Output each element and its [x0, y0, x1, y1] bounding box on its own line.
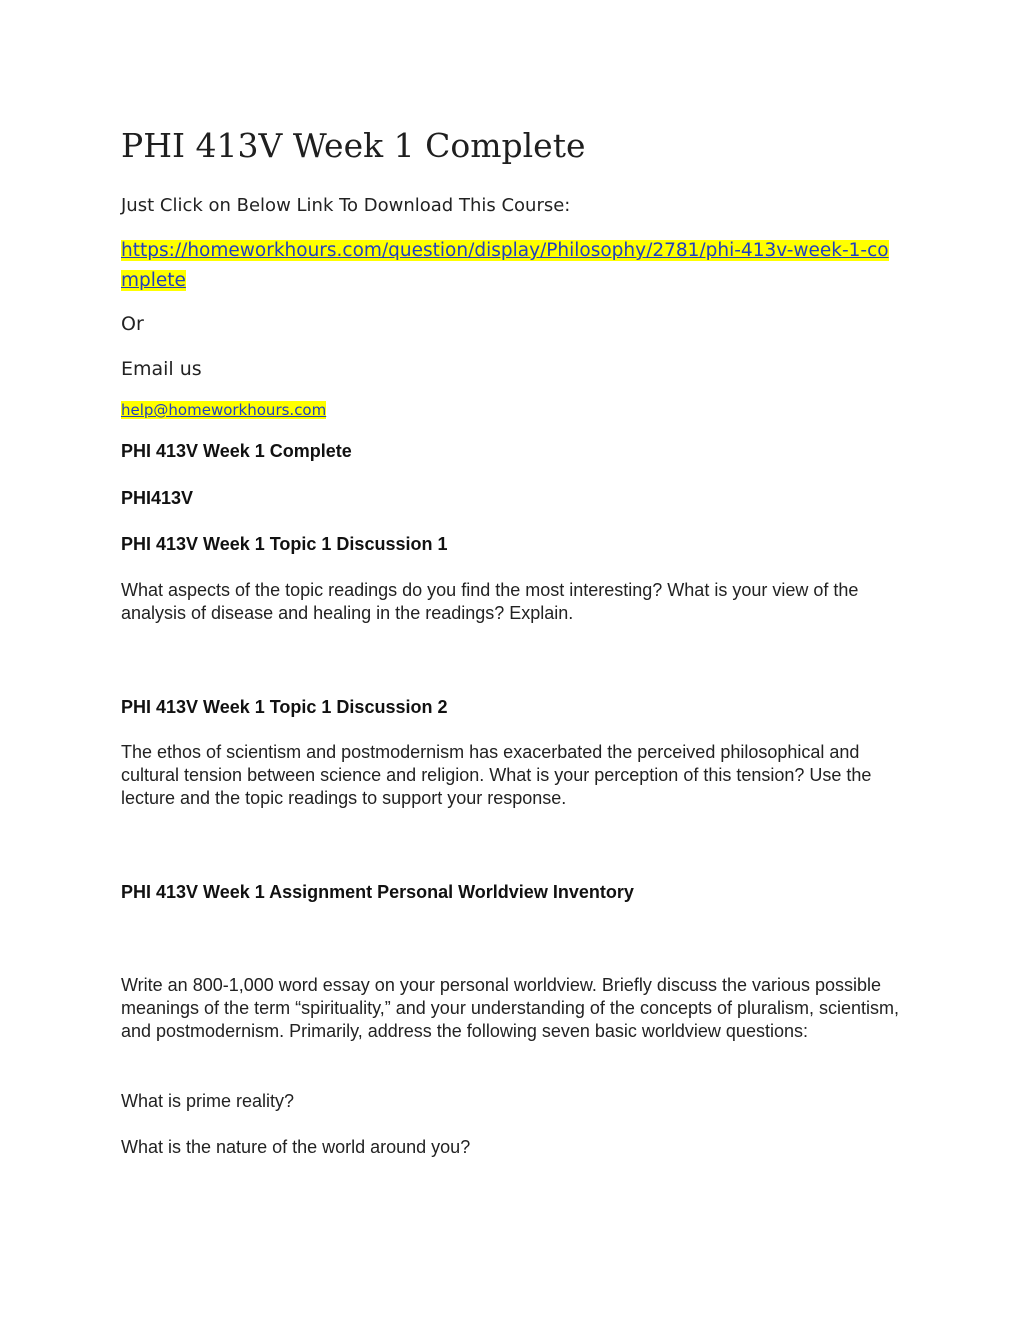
- email-paragraph: [121, 398, 326, 422]
- discussion2-text: The ethos of scientism and postmodernism has exacerbated the perceived philosophical and cultural tension between science and religion. What is your perception of this tension? Use the lecture and the topic readings to support your response.: [121, 742, 872, 808]
- download-instruction: Just Click on Below Link To Download This Course:: [121, 195, 571, 216]
- question-prime-reality: What is prime reality?: [121, 1091, 295, 1111]
- course-code: PHI413V: [121, 488, 194, 508]
- assignment-heading: PHI 413V Week 1 Assignment Personal Worldview Inventory: [121, 882, 634, 902]
- question-nature-of-world: What is the nature of the world around you?: [121, 1137, 471, 1157]
- document-title: PHI 413V Week 1 Complete: [121, 126, 586, 165]
- download-link-paragraph: [121, 236, 901, 296]
- assignment-text: Write an 800-1,000 word essay on your personal worldview. Briefly discuss the various possible meanings of the term “spirituality,” and your understanding of the concepts of pluralism, scientism, and postmodernism. Primarily, address the following seven basic worldview questions:: [121, 975, 900, 1041]
- discussion2-heading: PHI 413V Week 1 Topic 1 Discussion 2: [121, 697, 448, 717]
- email-link[interactable]: help@homeworkhours.com: [121, 401, 327, 419]
- discussion1-heading: PHI 413V Week 1 Topic 1 Discussion 1: [121, 534, 448, 554]
- email-us-text: Email us: [121, 358, 202, 380]
- complete-heading: PHI 413V Week 1 Complete: [121, 441, 352, 461]
- or-text: Or: [121, 313, 144, 335]
- discussion1-text: What aspects of the topic readings do you find the most interesting? What is your view of the analysis of disease and healing in the readings? Explain.: [121, 580, 859, 623]
- download-link[interactable]: https://homeworkhours.com/question/display/Philosophy/2781/phi-413v-week-1-complete: [121, 240, 889, 291]
